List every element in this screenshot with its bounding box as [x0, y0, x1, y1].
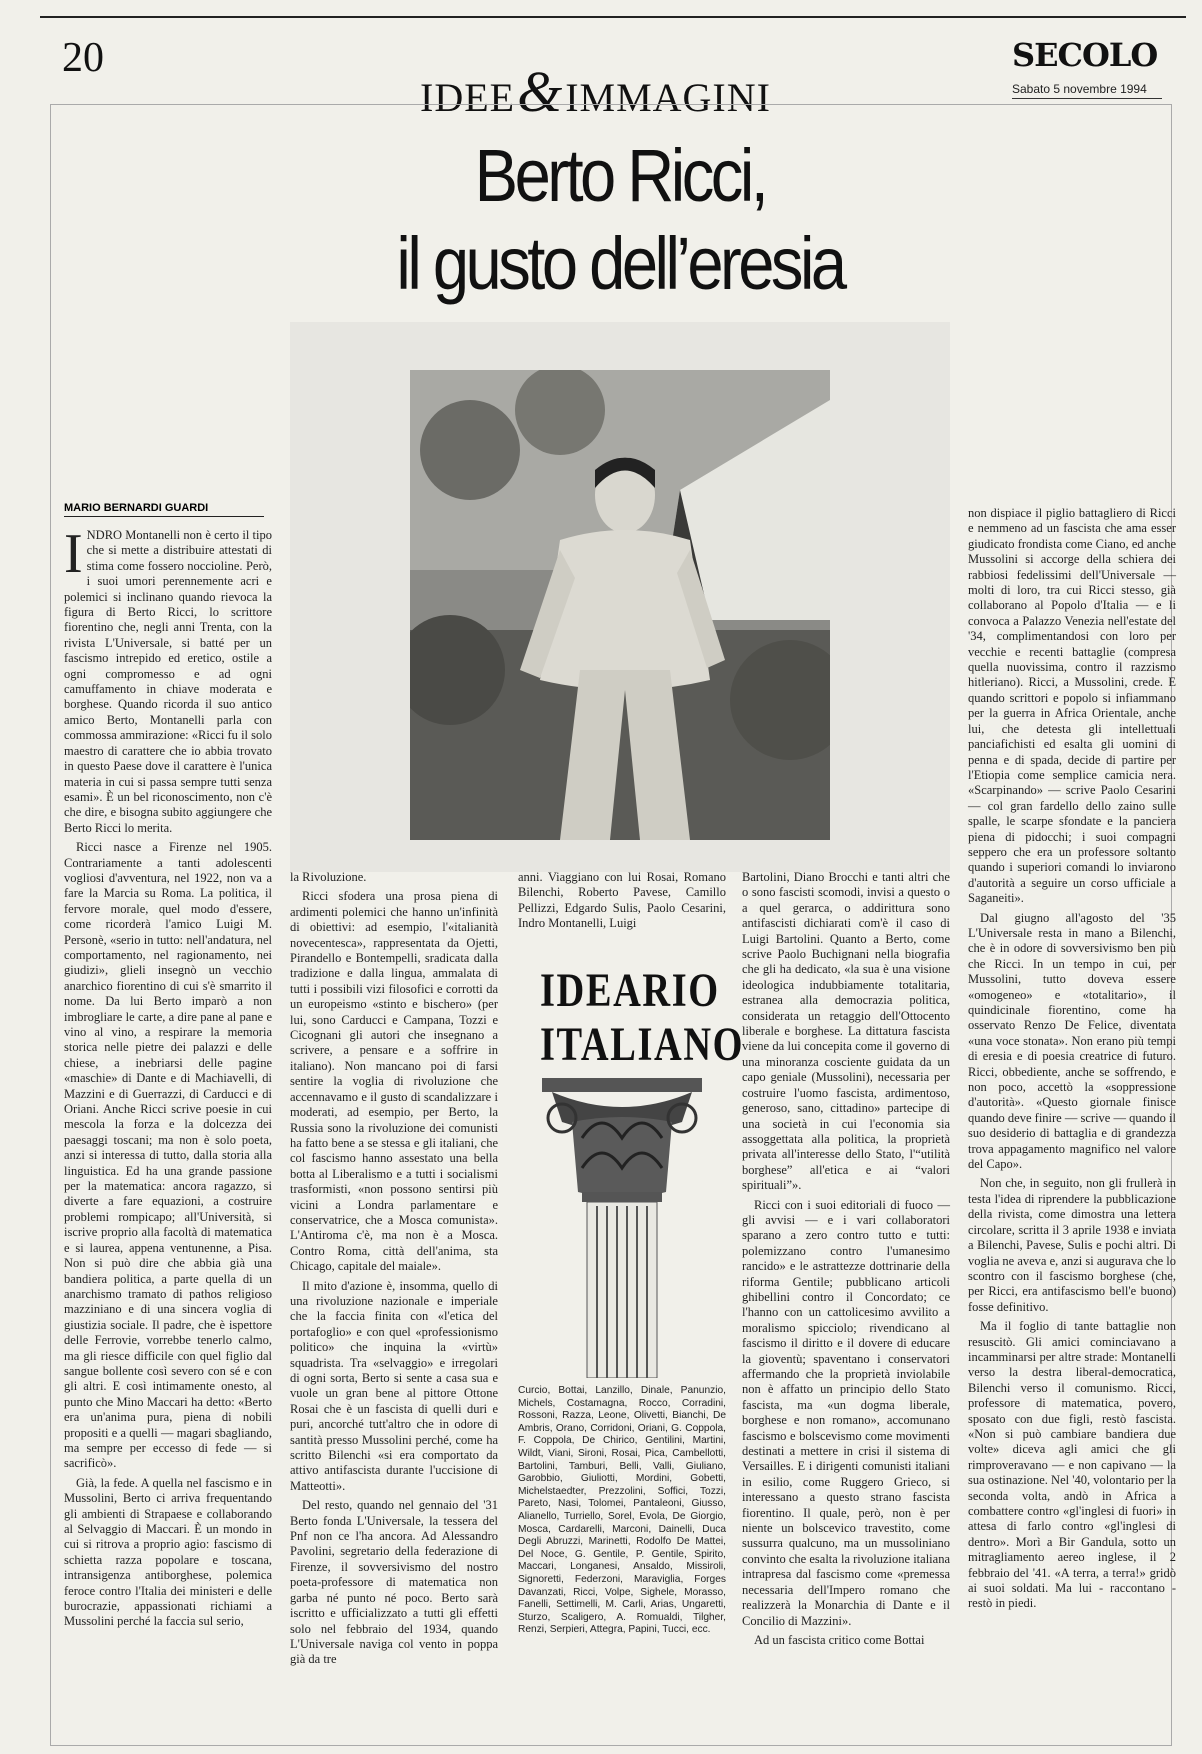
- paragraph: Dal giugno all'agosto del '35 L'Universale resta in mano a Bilenchi, che è in odore di sovversivismo ben più che Ricci. In un tempo in cui, per Mussolini, tutto doveva essere «omogeneo» e «totalitario», il quindicinale fiorentino, come ha osservato Renzo De Felice, diventata «una voce stonata». Non erano più tempi di eresia e di poesia creatrice di futuro. Ricci, obbediente, anche se soffrendo, e non poco, accettò la «soppressione d'autorità». «Questo giornale finisce quando deve finire — scrive — quando il suo desiderio di battaglia e di grandezza trova appagamento magnifico nel valore del Capo».: [968, 910, 1176, 1172]
- paragraph: la Rivoluzione.: [290, 870, 367, 884]
- top-rule: [40, 16, 1186, 18]
- section-right: IMMAGINI: [565, 75, 771, 120]
- ideario-line-1: IDEARIO: [540, 964, 720, 1017]
- article-column-1: [64, 523, 272, 1634]
- paragraph: Ricci sfodera una prosa piena di ardimenti polemici che hanno un'infinità di obiettivi: ad esempio, l'«italianità novecentesca», rappresentata da Ojetti, Pirandello e Bontempelli, sradicata dalla tradizione e dalla lingua, ammalata di tutti i possibili vizi filosofici e corrotti da un europeismo «stinto e bischero» (per lui, sono Carducci e Campana, Tozzi e Cicognani gli autori che insegnano a scrivere, a pensare e a soffrire in italiano). Non mancano poi di farsi sentire la voglia di rivoluzione che accennavamo e il gusto di scandalizzare i moderati, ad esempio, per Berto, la Russia sono la rivoluzione dei comunisti ha fatto bene a se stessa e gli italiani, che col fascismo hanno assestato una bella botta al Liberalismo e a tutti i socialismi trasformisti, «non possono sentirsi più vicini a Londra parlamentare e conservatrice, che a Mosca comunista». L'Antiroma c'è, ma non è a Mosca. Contro Roma, città dell'anima, sta Chicago, capitale del maiale».: [290, 889, 498, 1274]
- paragraph: [64, 523, 272, 836]
- portrait-photo: [410, 370, 830, 840]
- article-column-3: [518, 870, 726, 936]
- paragraph: Ad un fascista critico come Bottai: [754, 1632, 925, 1647]
- paragraph: Il mito d'azione è, insomma, quello di una rivoluzione nazionale e imperiale che la faccia finita con «l'etica del portafoglio» e con quel «professionismo politico» che inquina la «virtù» squadrista. Tra «selvaggio» e irregolari di ogni sorta, Berto si sente a casa sua e vuole un gran bene al pittore Ottone Rosai che è un fascista di quelli duri e puri, ancorché tutt'altro che in odore di santità presso Mussolini perché, come ha scritto Bilenchi «si era comportato da attivo antifascista durante l'uccisione di Matteotti».: [290, 1278, 498, 1493]
- article-column-2: [290, 870, 498, 1672]
- page-number: 20: [62, 35, 104, 81]
- paragraph: Del resto, quando nel gennaio del '31 Berto fonda L'Universale, la tessera del Pnf non ce l'ha ancora. Ad Alessandro Pavolini, segretario della federazione di Firenze, il sovversivismo del nostro poeta-professore di matematica non garba né punto né poco. Berto sarà iscritto e ufficializzato a tutti gli effetti solo nel febbraio del 1934, quando L'Universale naviga col vento in poppa già da tre: [290, 1498, 498, 1667]
- paragraph: Già, la fede. A quella nel fascismo e in Mussolini, Berto ci arriva frequentando gli ambienti di Strapaese e collaborando al Selvaggio di Maccari. È un mondo in cui si ritrova a proprio agio: fascismo di schietta razza popolare e toscana, intransigenza antiborghese, polemica feroce contro l'Italia dei ministeri e delle burocrazie, appassionati richiami a Mussolini perché la faccia sul serio,: [64, 1475, 272, 1629]
- author-byline: MARIO BERNARDI GUARDI: [64, 502, 264, 517]
- paragraph: Bartolini, Diano Brocchi e tanti altri che o sono fascisti scomodi, invisi a questo o a quel gerarca, o addirittura sono antifascisti dichiarati com'è il caso di Luigi Bartolini. Quanto a Berto, come scrive Paolo Buchignani nella biografia che gli ha dedicato, «la sua è una visione ideologica indubbiamente totalitaria, estranea alla democrazia politica, considerata un retaggio dell'Ottocento liberale e borghese. La dittatura fascista viene da lui concepita come il governo di una minoranza cosciente guidata da un capo geniale (Mussolini), necessaria per costruire l'uomo fascista, ardimentoso, generoso, sano, cittadino» partecipe di una società in cui l'economia sia assoggettata alla politica, la proprietà privata all'interesse dello Stato, l'“utilità borghese” all'etica e ai “valori spirituali”».: [742, 870, 950, 1193]
- paragraph: Non che, in seguito, non gli frullerà in testa l'idea di riprendere la pubblicazione della rivista, come dimostra una lettera circolare, scritta il 3 aprile 1938 e inviata a Bilenchi, Pavese, Sulis e pochi altri. Di voglia ne aveva e, anzi si augurava che lo scontro con il fascismo borghese (che, per Ricci, era antifascismo bell'e buono) fosse definitivo.: [968, 1176, 1176, 1314]
- section-left: IDEE: [420, 75, 516, 120]
- article-title: [374, 132, 867, 308]
- corinthian-column-icon: [532, 1078, 712, 1378]
- ideario-line-2: ITALIANO: [540, 1018, 745, 1071]
- article-column-5: [968, 506, 1176, 1616]
- article-column-4: [742, 870, 950, 1652]
- dateline: Sabato 5 novembre 1994: [1012, 82, 1162, 99]
- portrait-illustration: [410, 370, 830, 840]
- drop-cap: I: [64, 523, 83, 585]
- title-line-1: Berto Ricci,: [474, 134, 766, 217]
- ideario-italiano-box: [540, 964, 745, 1072]
- ideario-names-list: Curcio, Bottai, Lanzillo, Dinale, Panunzio, Michels, Costamagna, Rocco, Corradini, Rossoni, Razza, Leone, Olivetti, Bianchi, De Ambris, Orano, Corridoni, Oriani, G. Coppola, F. Coppola, De Chirico, Gentilini, Martini, Wildt, Viani, Sironi, Rosai, Pica, Cambellotti, Bartolini, Tamburi, Belli, Valli, Giuliano, Garobbio, Giuliotti, Mordini, Gobetti, Michelstaedter, Prezzolini, Soffici, Tozzi, Pareto, Nasi, Tolomei, Pantaleoni, Giusso, Alianello, Turriello, Sorel, Evola, De Giorgio, Mosca, Cardarelli, Marconi, Dainelli, Duca Degli Abruzzi, Marinetti, Rodolfo De Mattei, Del Noce, G. Gentile, P. Gentile, Spirito, Maccari, Longanesi, Ansaldo, Missiroli, Signoretti, Federzoni, Maraviglia, Forges Davanzati, Ricci, Volpe, Sighele, Morasso, Fanelli, Settimelli, M. Carli, Arias, Ungaretti, Sturzo, Scaligero, A. Romualdi, Tilgher, Renzi, Serpieri, Attegra, Papini, Tucci, ecc.: [518, 1385, 726, 1636]
- paragraph: Ma il foglio di tante battaglie non resuscitò. Gli amici cominciavano a incamminarsi per altre strade: Montanelli verso la destra liberal-democratica, Bilenchi verso il comunismo. Ricci, professore di matematica, povero, sposato con due figli, restò fascista. «Non si può cambiare bandiera due volte» diceva agli amici che gli rimproveravano — e non capivano — la sua ostinazione. Nel '40, volontario per la seconda volta, andò in Africa a combattere contro «gl'inglesi di fuori» in attesa di farlo contro «gl'inglesi di dentro». Morì a Bir Gandula, sotto un mitragliamento aereo inglese, il 2 febbraio del '41. «A terra, a terra!» gridò ai suoi soldati. Ma lui - raccontano - restò in piedi.: [968, 1319, 1176, 1611]
- title-line-2: il gusto dell’eresia: [396, 222, 844, 305]
- paragraph: non dispiace il piglio battagliero di Ricci e nemmeno ad un fascista che ama esser giudicato frondista come Ciano, ed anche Mussolini si accorge della schiera dei rabbiosi fedelissimi dell'Universale — molti di loro, tra cui Ricci stesso, già collaborano al Popolo d'Italia — e li convoca a Palazzo Venezia nell'estate del '34, complimentandosi con loro per vecchie e recenti battaglie (compresa quella nuovissima, contro il razzismo hitleriano). Ricci, a Mussolini, crede. E quando scrittori e popolo si infiammano per la guerra in Africa Orientale, anche lui, che detesta gli intellettuali panciafichisti ed esalta gli uomini di penna e di spada, decide di partire per l'Etiopia come semplice camicia nera. «Scarpinando» — scrive Paolo Cesarini — col gran fardello dello zaino sulle spalle, le scarpe sfondate e la panciera piena di pidocchi; i suoi compagni seppero che era un professore soltanto quando i superiori comandi lo inviarono d'autorità a seguire un corso ufficiale a Saganeiti».: [968, 506, 1176, 906]
- paragraph: Ricci nasce a Firenze nel 1905. Contrariamente a tanti adolescenti vogliosi d'avventura, nel 1922, non va a fare la Marcia su Roma. La politica, il fervore morale, quel modo d'essere, come ricorderà l'amico Luigi M. Personè, «serio in tutto: nell'andatura, nel comportamento, nel ragionamento, nei giudizi», glieli insegnò un vecchio anarchico fiorentino di cui s'è smarrito il nome. Da lui Berto imparò a non imbrogliare le carte, a dire pane al pane e vino al vino, a respirare la memoria storica nelle pietre dei palazzi e delle chiese, a inebriarsi delle pagine «maschie» di Dante e di Machiavelli, di Mazzini e di Guerrazzi, di Carducci e di Oriani. Anche Ricci scrive poesie in cui mescola la forza e la dolcezza dei paesaggi toscani; ma non è solo poeta, anzi si interessa di tutto, dalla storia alla linguistica. Ed ha una grande passione per la matematica: ancora ragazzo, si diverte a fare equazioni, a costruire problemi rompicapo; all'Università, si iscrive proprio alla facoltà di matematica e si laurea, appena ventunenne, a Pisa. Non si può dire che abbia già una bandiera politica, a parte quella di un anarchismo tramato di pathos religioso mazziniano e di una sincera voglia di giustizia sociale. Il padre, che è ispettore delle Ferrovie, vorrebbe tenerlo calmo, ma gli riesce difficile con quel figlio dal sangue bollente così severo con sé e con gli altri. E così intimamente onesto, al punto che Mino Maccari ha detto: «Berto era un'anima pura, piena di nobili propositi e a quelli — magari sbagliando, ma sempre per eccesso di fede — si sacrificò».: [64, 840, 272, 1471]
- masthead: SECOLO: [1012, 36, 1158, 74]
- paragraph: Ricci con i suoi editoriali di fuoco — gli avvisi — e i vari collaboratori sparano a zero contro tutto e tutti: polemizzano contro l'umanesimo rancido» e le astrattezze dottrinarie della riforma Gentile; pubblicano articoli ghibellini contro il Concordato; ce l'hanno con un cattolicesimo avvilito a moralismo spicciolo; rivendicano al fascismo il diritto e il dovere di educare la gioventù; spaventano i conservatori affermando che la proprietà inviolabile non è affatto un principio dello Stato fascista, ma «un dogma liberale, borghese e non romano», accomunano fascismo e bolscevismo come movimenti destinati a mettere in crisi il sistema di Versailles. E i dirigenti comunisti italiani in esilio, come Ruggero Grieco, si interessano a questo strano fascista fiorentino. Il quale, però, non è per niente un bolscevico travestito, come sussurra qualcuno, ma un mussoliniano convinto che esalta la rivoluzione italiana intrapresa dal fascismo come «premessa necessaria dell'Impero romano che realizzerà la Monarchia di Dante e il Concilio di Mazzini».: [742, 1197, 950, 1628]
- section-ampersand: &: [517, 59, 564, 124]
- paragraph: anni. Viaggiano con lui Rosai, Romano Bilenchi, Roberto Pavese, Camillo Pellizzi, Edgardo Sulis, Paolo Cesarini, Indro Montanelli, Luigi: [518, 870, 726, 931]
- paragraph-text: NDRO Montanelli non è certo il tipo che si mette a distribuire attestati di stima come fossero noccioline. Però, i suoi umori perennemente acri e polemici si inclinano quando rievoca la figura di Berto Ricci, lo scrittore fiorentino che, negli anni Trenta, con la rivista L'Universale, si batté per un fascismo intrepido ed eretico, ostile a ogni compromesso e ad ogni camuffamento in chiave moderata e borghese. Quando ricorda il suo antico amico Berto, Montanelli parla con commossa ammirazione: «Ricci fu il solo maestro di carattere che io abbia trovato in questo Paese dove il carattere è l'unica materia in cui si passa sempre tutti senza esami». È un bel riconoscimento, non c'è che dire, e bisogna subito aggiungere che Berto Ricci lo merita.: [64, 528, 272, 835]
